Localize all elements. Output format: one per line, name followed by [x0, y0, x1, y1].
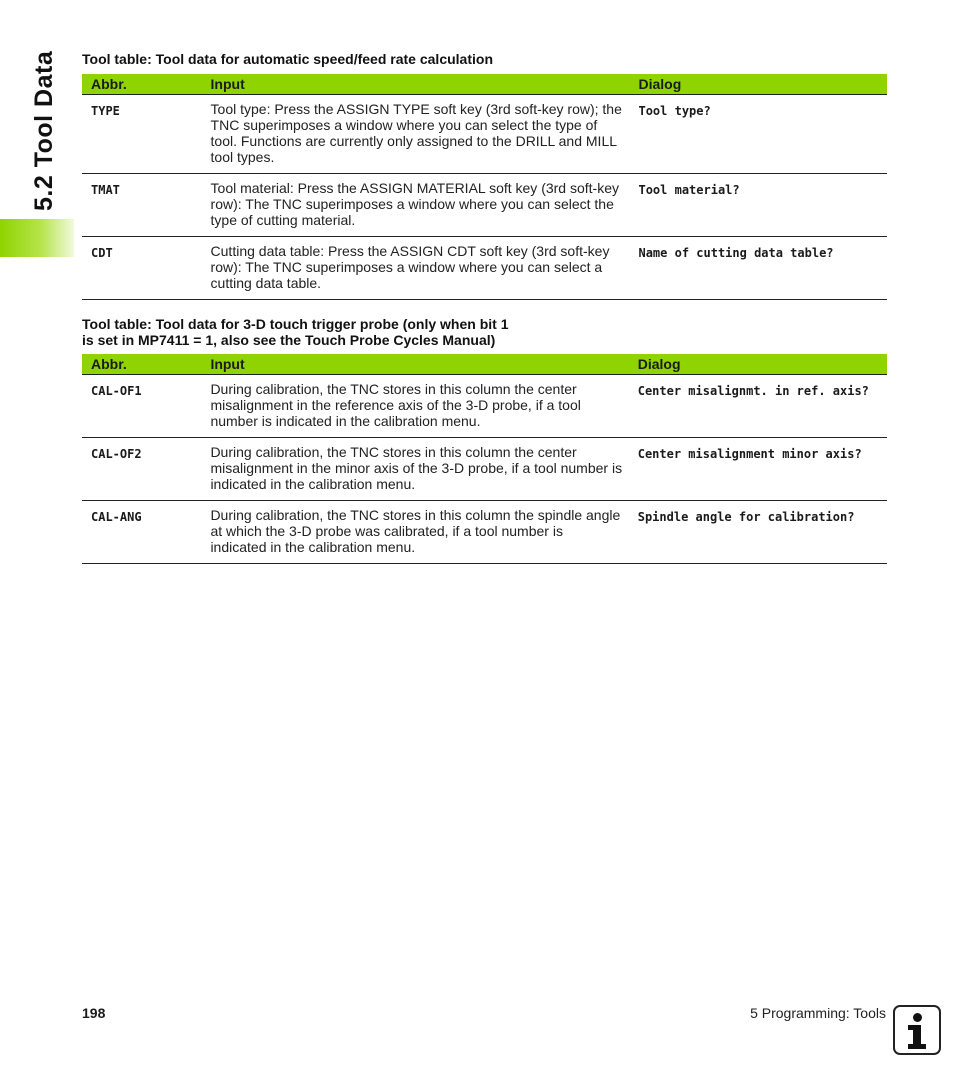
table-row [82, 95, 887, 174]
abbr-text: TMAT [91, 183, 120, 197]
table2-caption-line1: Tool table: Tool data for 3-D touch trigger probe (only when bit 1 [82, 316, 509, 332]
info-icon [893, 1005, 941, 1055]
tool-data-speed-feed-table [82, 74, 887, 300]
dialog-cell [629, 95, 887, 174]
header-abbr: Abbr. [82, 74, 202, 95]
dialog-cell [629, 501, 887, 564]
dialog-cell [629, 375, 887, 438]
input-cell [201, 375, 628, 438]
table-row [82, 438, 887, 501]
table-row [82, 237, 887, 300]
abbr-text: CDT [91, 246, 113, 260]
dialog-text: Tool material? [638, 183, 740, 197]
input-text: During calibration, the TNC stores in this column the center misalignment in the reference axis of the 3-D probe, if a tool number is indicated in the calibration menu. [210, 381, 581, 429]
abbr-cell [82, 95, 202, 174]
dialog-cell [629, 237, 887, 300]
input-cell [202, 95, 630, 174]
chapter-side-title: 5.2 Tool Data [30, 50, 58, 211]
input-cell [202, 237, 630, 300]
input-cell [202, 174, 630, 237]
page-number: 198 [82, 1005, 106, 1021]
dialog-cell [629, 174, 887, 237]
header-dialog: Dialog [629, 354, 887, 375]
chapter-side-marker [0, 219, 74, 257]
table-header-row [82, 354, 887, 375]
tool-data-touch-probe-table [82, 354, 887, 564]
abbr-text: CAL-ANG [91, 510, 142, 524]
footer-chapter-title: 5 Programming: Tools [750, 1005, 886, 1021]
abbr-cell [82, 174, 202, 237]
dialog-text: Center misalignment minor axis? [637, 447, 862, 461]
header-dialog: Dialog [629, 74, 887, 95]
input-text: Tool type: Press the ASSIGN TYPE soft key (3rd soft-key row); the TNC superimposes a window where you can select the type of tool. Functions are currently only assigned to the DRILL and MILL tool types. [210, 101, 622, 165]
abbr-text: CAL-OF1 [91, 384, 142, 398]
dialog-text: Center misalignmt. in ref. axis? [637, 384, 869, 398]
table-row [82, 501, 887, 564]
abbr-cell [82, 501, 201, 564]
header-abbr: Abbr. [82, 354, 201, 375]
table-row [82, 375, 887, 438]
header-input: Input [202, 74, 630, 95]
input-cell [201, 501, 628, 564]
dialog-text: Tool type? [638, 104, 711, 118]
input-text: Cutting data table: Press the ASSIGN CDT soft key (3rd soft-key row): The TNC superimposes a window where you can select a cutting data table. [210, 243, 610, 291]
table1-caption: Tool table: Tool data for automatic speed/feed rate calculation [82, 51, 493, 67]
abbr-cell [82, 375, 201, 438]
table-header-row [82, 74, 887, 95]
input-text: During calibration, the TNC stores in this column the center misalignment in the minor axis of the 3-D probe, if a tool number is indicated in the calibration menu. [210, 444, 623, 492]
input-text: During calibration, the TNC stores in this column the spindle angle at which the 3-D probe was calibrated, if a tool number is indicated in the calibration menu. [210, 507, 621, 555]
table-row [82, 174, 887, 237]
abbr-text: CAL-OF2 [91, 447, 142, 461]
dialog-text: Name of cutting data table? [638, 246, 834, 260]
dialog-cell [629, 438, 887, 501]
input-text: Tool material: Press the ASSIGN MATERIAL soft key (3rd soft-key row): The TNC superimposes a window where you can select the type of cutting material. [210, 180, 619, 228]
input-cell [201, 438, 628, 501]
table2-caption-line2: is set in MP7411 = 1, also see the Touch Probe Cycles Manual) [82, 332, 496, 348]
dialog-text: Spindle angle for calibration? [637, 510, 855, 524]
info-glyph [895, 1007, 939, 1053]
abbr-cell [82, 438, 201, 501]
header-input: Input [201, 354, 628, 375]
abbr-cell [82, 237, 202, 300]
abbr-text: TYPE [91, 104, 120, 118]
